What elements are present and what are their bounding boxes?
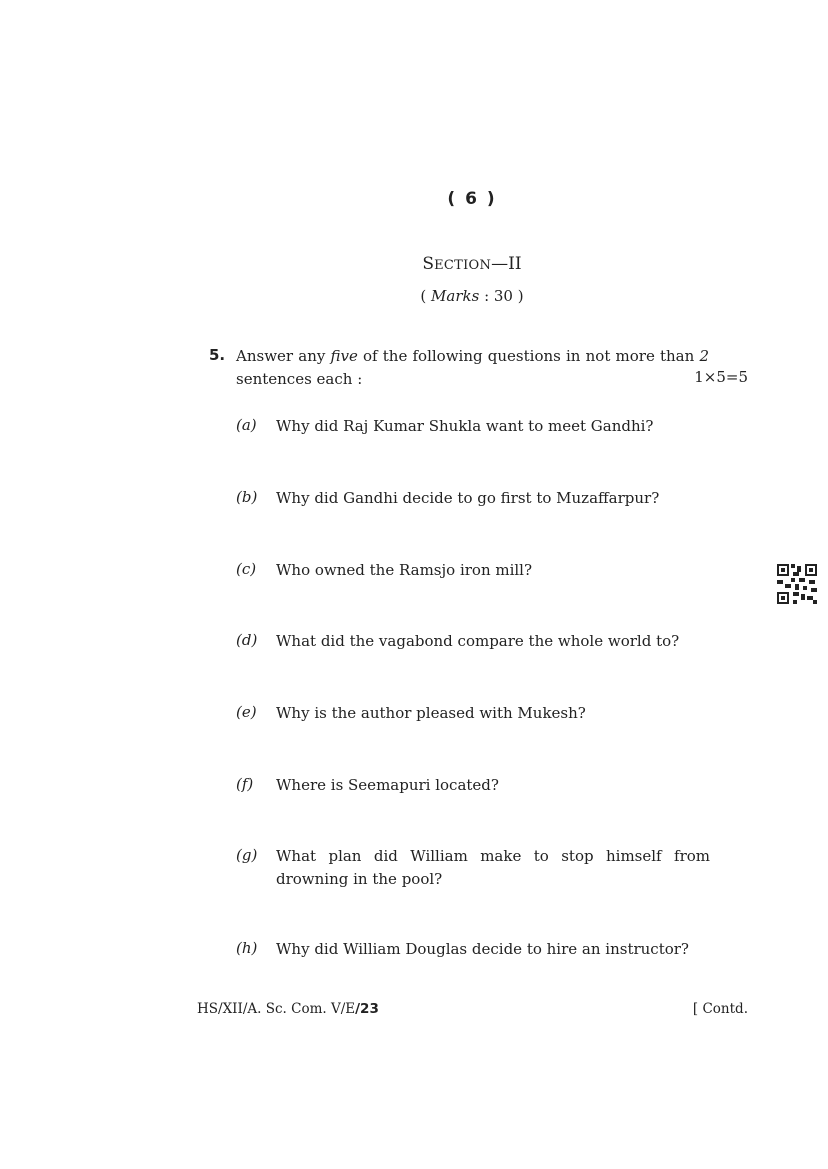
footer-paper-code [197, 1001, 379, 1017]
marks-value: : 30 ) [479, 287, 524, 305]
question-text-part: sentences each : [236, 370, 363, 388]
item-label-h: (h) [236, 939, 258, 957]
item-text-e: Why is the author pleased with Mukesh? [276, 704, 586, 722]
item-text-f: Where is Seemapuri located? [276, 776, 499, 794]
item-label-g: (g) [236, 846, 258, 864]
question-text [236, 345, 709, 391]
item-text-g: What plan did William make to stop himself from drowning in the pool? [276, 847, 710, 888]
item-label-f: (f) [236, 775, 254, 793]
item-label-c: (c) [236, 560, 257, 578]
question-text-part: of the following questions in not more than [357, 347, 700, 365]
question-text-emphasis: five [330, 347, 358, 365]
question-marks: 1×5=5 [694, 368, 748, 386]
question-text-emphasis: 2 [699, 347, 709, 365]
footer-code-bold: /23 [355, 1001, 379, 1017]
qr-code-icon [777, 564, 817, 604]
footer-contd: [ Contd. [692, 1001, 748, 1017]
section-heading [0, 254, 828, 274]
item-text-d: What did the vagabond compare the whole world to? [276, 632, 680, 650]
marks-label: Marks [431, 287, 480, 305]
item-label-a: (a) [236, 416, 257, 434]
section-prefix: S [422, 254, 435, 274]
item-label-b: (b) [236, 488, 258, 506]
page-number: ( 6 ) [447, 189, 497, 209]
section-rest: ECTION [434, 258, 492, 273]
question-text-part: Answer any [236, 347, 331, 365]
footer-code: HS/XII/A. Sc. Com. V/E/23 [197, 1001, 379, 1017]
item-text-b: Why did Gandhi decide to go first to Muzaffarpur? [276, 489, 660, 507]
marks-open: ( [420, 287, 432, 305]
question-number: 5. [209, 346, 226, 364]
section-marks [0, 287, 828, 305]
section-suffix: —II [491, 254, 522, 274]
item-text-a: Why did Raj Kumar Shukla want to meet Gandhi? [276, 417, 654, 435]
item-label-e: (e) [236, 703, 257, 721]
item-label-d: (d) [236, 631, 258, 649]
item-text-h: Why did William Douglas decide to hire an instructor? [276, 940, 689, 958]
item-text-c: Who owned the Ramsjo iron mill? [276, 561, 533, 579]
